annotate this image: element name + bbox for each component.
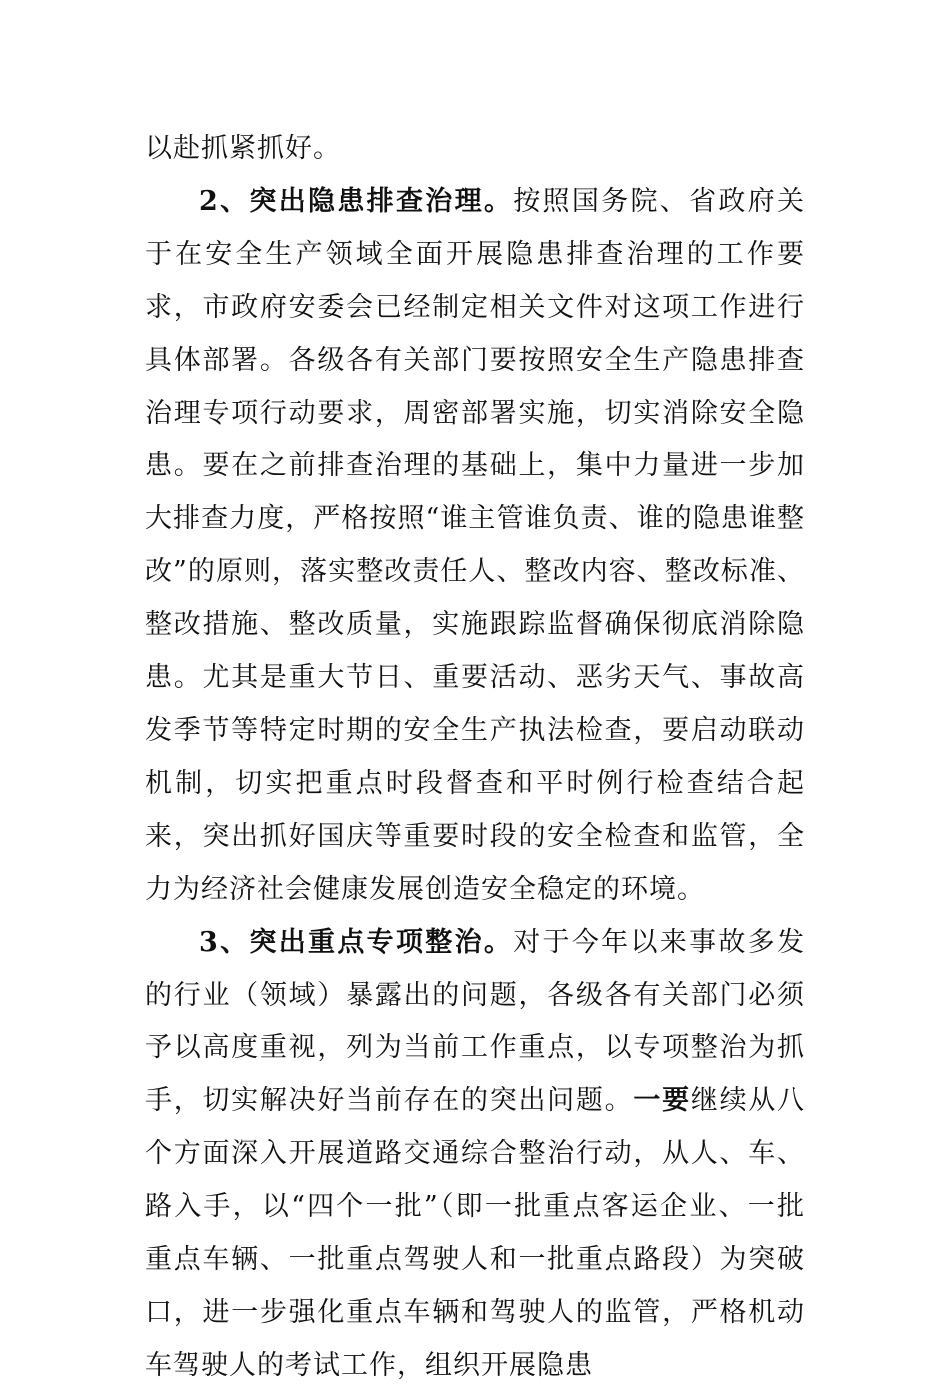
paragraph-continuation: [145, 123, 805, 176]
emphasis-first-point: 一要: [633, 1085, 691, 1117]
paragraph-hazard-inspection: [145, 176, 805, 917]
section-heading-3: 3、突出重点专项整治。: [199, 926, 514, 958]
document-body: [145, 123, 805, 1393]
paragraph-hazard-inspection-text: 按照国务院、省政府关于在安全生产领域全面开展隐患排查治理的工作要求，市政府安委会已经制定相关文件对这项工作进行具体部署。各级各有关部门要按照安全生产隐患排查治理专项行动要求，周密部署实施，切实消除安全隐患。要在之前排查治理的基础上，集中力量进一步加大排查力度，严格按照“谁主管谁负责、谁的隐患谁整改”的原则，落实整改责任人、整改内容、整改标准、整改措施、整改质量，实施跟踪监督确保彻底消除隐患。尤其是重大节日、重要活动、恶劣天气、事故高发季节等特定时期的安全生产执法检查，要启动联动机制，切实把重点时段督查和平时例行检查结合起来，突出抓好国庆等重要时段的安全检查和监管，全力为经济社会健康发展创造安全稳定的环境。: [145, 185, 805, 905]
paragraph-continuation-text: 以赴抓紧抓好。: [145, 133, 341, 164]
paragraph-special-rectification-text-b: 继续从八个方面深入开展道路交通综合整治行动，从人、车、路入手，以“四个一批”（即一批重点客运企业、一批重点车辆、一批重点驾驶人和一批重点路段）为突破口，进一步强化重点车辆和驾驶人的监管，严格机动车驾驶人的考试工作，组织开展隐患: [145, 1085, 806, 1381]
paragraph-special-rectification: [145, 917, 805, 1393]
paragraph-special-rectification-text-a: 对于今年以来事故多发的行业（领域）暴露出的问题，各级各有关部门必须予以高度重视，列为当前工作重点，以专项整治为抓手，切实解决好当前存在的突出问题。: [145, 926, 805, 1117]
section-heading-2: 2、突出隐患排查治理。: [199, 185, 514, 217]
